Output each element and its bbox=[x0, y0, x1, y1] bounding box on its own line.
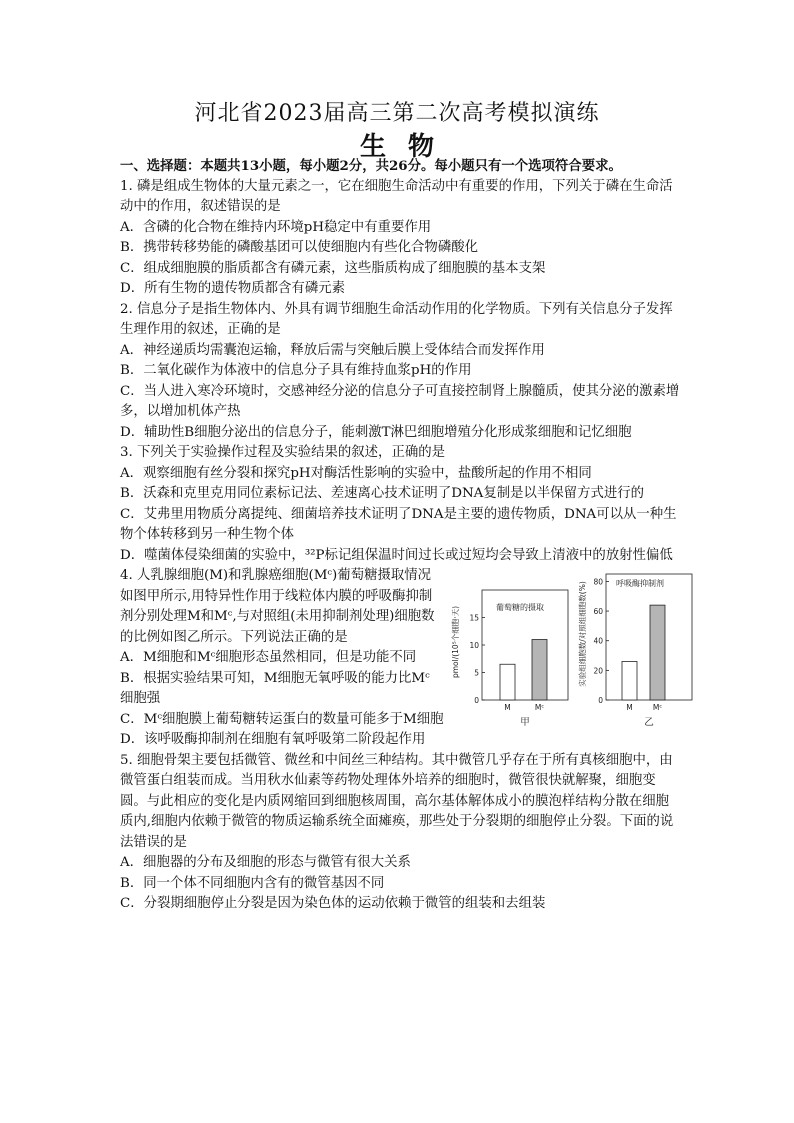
q1-option-d: D．所有生物的遗传物质都含有磷元素 bbox=[120, 281, 345, 296]
q4-option-b: B．根据实验结果可知，M细胞无氧呼吸的能力比Mᶜ细胞强 bbox=[120, 670, 430, 706]
y-tick-label: 20 bbox=[593, 666, 603, 676]
section-heading: 一、选择题：本题共13小题，每小题2分，共26分。每小题只有一个选项符合要求。 bbox=[120, 158, 622, 174]
y-axis-label: 实验组细胞数/对照组细胞数(%) bbox=[578, 581, 587, 687]
y-tick-label: 40 bbox=[593, 636, 603, 646]
x-tick-label: M bbox=[626, 703, 633, 712]
q4-option-d: D．该呼吸酶抑制剂在细胞有氧呼吸第二阶段起作用 bbox=[120, 732, 426, 747]
q2-option-b: B．二氧化碳作为体液中的信息分子具有维持血浆pH的作用 bbox=[120, 363, 472, 378]
q2-option-d: D．辅助性B细胞分泌出的信息分子，能刺激T淋巴细胞增殖分化形成浆细胞和记忆细胞 bbox=[120, 424, 632, 440]
q1-stem: 1. 磷是组成生物体的大量元素之一，它在细胞生命活动中有重要的作用，下列关于磷在生命活动中的作用，叙述错误的是 bbox=[120, 178, 673, 214]
q3-option-b: B．沃森和克里克用同位素标记法、差速离心技术证明了DNA复制是以半保留方式进行的 bbox=[120, 486, 645, 501]
question-content bbox=[120, 156, 680, 915]
bar-0 bbox=[500, 664, 515, 700]
subject-title: 生物 bbox=[359, 132, 456, 162]
q1-option-a: A．含磷的化合物在维持内环境pH稳定中有重要作用 bbox=[120, 219, 432, 235]
bar-0 bbox=[622, 661, 637, 700]
q3-option-c: C．艾弗里用物质分离提纯、细菌培养技术证明了DNA是主要的遗传物质，DNA可以从一种生物个体转移到另一种生物个体 bbox=[120, 506, 677, 542]
exam-title: 河北省2023届高三第二次高考模拟演练 bbox=[194, 101, 600, 126]
chart-frame bbox=[606, 574, 692, 700]
y-tick-label: 10 bbox=[469, 641, 479, 650]
q2-option-a: A．神经递质均需囊泡运输，释放后需与突触后膜上受体结合而发挥作用 bbox=[120, 342, 545, 358]
q4-block bbox=[120, 566, 680, 751]
x-tick-label: M bbox=[504, 703, 511, 712]
q5-stem: 5. 细胞骨架主要包括微管、微丝和中间丝三种结构。其中微管几乎存在于所有真核细胞中，由微管蛋白组装而成。当用秋水仙素等药物处理体外培养的细胞时，微管很快就解聚，细胞变圆。与此相应的变化是内质网缩回到细胞核周围，高尔基体解体成小的膜泡样结构分散在细胞质内,细胞内依赖于微管的物质运输系统全面瘫痪，那些处于分裂期的细胞停止分裂。下面的说法错误的是 bbox=[120, 752, 674, 850]
q1-option-b: B．携带转移势能的磷酸基团可以使细胞内有些化合物磷酸化 bbox=[120, 240, 478, 255]
chart-caption: 甲 bbox=[520, 717, 530, 728]
q4-option-c: C．Mᶜ细胞膜上葡萄糖转运蛋白的数量可能多于M细胞 bbox=[120, 711, 444, 727]
y-tick-label: 5 bbox=[474, 668, 479, 678]
figure-jia-chart bbox=[450, 570, 578, 730]
chart-caption: 乙 bbox=[644, 717, 654, 728]
q3-stem: 3. 下列关于实验操作过程及实验结果的叙述，正确的是 bbox=[120, 445, 446, 460]
y-axis-label: pmol/(10⁵个细胞·天) bbox=[451, 605, 460, 679]
q5-option-b: B．同一个体不同细胞内含有的微管基因不同 bbox=[120, 875, 385, 891]
q5-option-a: A．细胞器的分布及细胞的形态与微管有很大关系 bbox=[120, 855, 411, 870]
q4-figures bbox=[450, 570, 700, 730]
y-tick-label: 80 bbox=[593, 577, 603, 587]
bar-1 bbox=[650, 605, 665, 700]
chart-title: 呼吸酶抑制剂 bbox=[616, 579, 664, 588]
q2-stem: 2. 信息分子是指生物体内、外具有调节细胞生命活动作用的化学物质。下列有关信息分子发挥生理作用的叙述，正确的是 bbox=[120, 301, 673, 337]
chart-title: 葡萄糖的摄取 bbox=[496, 603, 544, 612]
q3-option-a: A．观察细胞有丝分裂和探究pH对酶活性影响的实验中，盐酸所起的作用不相同 bbox=[120, 465, 592, 481]
q4-option-a: A．M细胞和Mᶜ细胞形态虽然相同，但是功能不同 bbox=[120, 650, 417, 665]
y-tick-label: 60 bbox=[593, 607, 603, 617]
y-tick-label: 0 bbox=[598, 696, 603, 705]
figure-yi-chart bbox=[578, 570, 700, 730]
q2-option-c: C．当人进入寒冷环境时，交感神经分泌的信息分子可直接控制肾上腺髓质，使其分泌的激素增多，以增加机体产热 bbox=[120, 383, 680, 419]
x-tick-label: Mᶜ bbox=[534, 703, 545, 712]
x-tick-label: Mᶜ bbox=[652, 703, 663, 712]
bar-1 bbox=[532, 640, 547, 701]
q3-option-d: D．噬菌体侵染细菌的实验中，³²P标记组保温时间过长或过短均会导致上清液中的放射性偏低 bbox=[120, 547, 673, 563]
y-tick-label: 15 bbox=[469, 613, 479, 623]
q4-text-column bbox=[120, 566, 438, 710]
q5-option-c: C．分裂期细胞停止分裂是因为染色体的运动依赖于微管的组装和去组装 bbox=[120, 896, 546, 911]
q4-stem: 4. 人乳腺细胞(M)和乳腺癌细胞(Mᶜ)葡萄糖摄取情况如图甲所示,用特异性作用于线粒体内膜的呼吸酶抑制剂分别处理M和Mᶜ,与对照组(未用抑制剂处理)细胞数的比例如图乙所示。下列说法正确的是 bbox=[120, 568, 435, 645]
q1-option-c: C．组成细胞膜的脂质都含有磷元素，这些脂质构成了细胞膜的基本支架 bbox=[120, 260, 546, 276]
y-tick-label: 0 bbox=[474, 696, 479, 705]
